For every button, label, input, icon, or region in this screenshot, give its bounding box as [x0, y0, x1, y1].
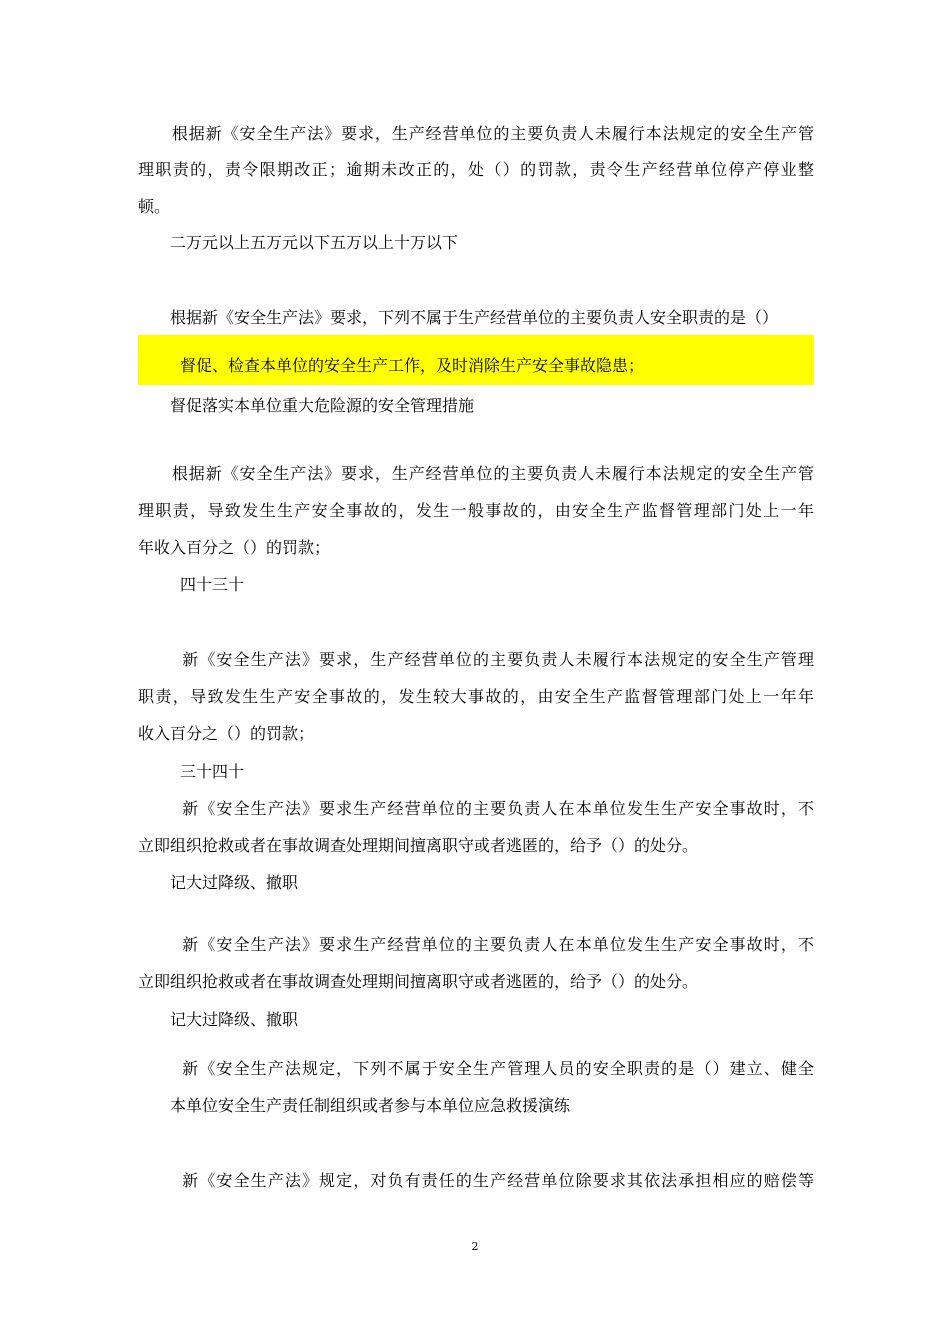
- answer-1: 二万元以上五万元以下五万以上十万以下: [138, 233, 459, 252]
- question-4-line-3: 收入百分之（）的罚款；: [138, 724, 315, 743]
- question-4-line-1: 新《安全生产法》要求，生产经营单位的主要负责人未履行本法规定的安全生产管理: [148, 650, 814, 669]
- question-1-line-1: 根据新《安全生产法》要求，生产经营单位的主要负责人未履行本法规定的安全生产管: [138, 124, 814, 143]
- question-6-line-2: 立即组织抢救或者在事故调查处理期间擅离职守或者逃匿的，给予（）的处分。: [138, 972, 699, 991]
- page-number: 2: [471, 1240, 479, 1253]
- question-3-line-1: 根据新《安全生产法》要求，生产经营单位的主要负责人未履行本法规定的安全生产管: [138, 464, 814, 483]
- question-3-line-3: 年收入百分之（）的罚款；: [138, 538, 331, 557]
- question-5-line-1: 新《安全生产法》要求生产经营单位的主要负责人在本单位发生生产安全事故时，不: [148, 799, 814, 818]
- question-4-line-2: 职责，导致发生生产安全事故的，发生较大事故的，由安全生产监督管理部门处上一年年: [138, 687, 814, 706]
- answer-2-highlighted: 督促、检查本单位的安全生产工作，及时消除生产安全事故隐患；: [148, 356, 645, 375]
- question-8-line-1: 新《安全生产法》规定，对负有责任的生产经营单位除要求其依法承担相应的赔偿等: [148, 1171, 814, 1190]
- question-5-line-2: 立即组织抢救或者在事故调查处理期间擅离职守或者逃匿的，给予（）的处分。: [138, 836, 699, 855]
- answer-4: 三十四十: [148, 762, 245, 781]
- answer-3: 四十三十: [148, 575, 245, 594]
- answer-6: 记大过降级、撤职: [138, 1010, 299, 1029]
- answer-2-option-b: 督促落实本单位重大危险源的安全管理措施: [138, 396, 475, 415]
- question-1-line-2: 理职责的，责令限期改正；逾期未改正的，处（）的罚款，责令生产经营单位停产停业整: [138, 160, 814, 179]
- question-7-line-1: 新《安全生产法规定，下列不属于安全生产管理人员的安全职责的是（）建立、健全: [148, 1059, 814, 1078]
- question-6-line-1: 新《安全生产法》要求生产经营单位的主要负责人在本单位发生生产安全事故时，不: [148, 935, 814, 954]
- question-2-line-1: 根据新《安全生产法》要求，下列不属于生产经营单位的主要负责人安全职责的是（）: [138, 308, 779, 327]
- answer-5: 记大过降级、撤职: [138, 873, 299, 892]
- question-1-line-3: 顿。: [138, 197, 171, 216]
- question-3-line-2: 理职责，导致发生生产安全事故的，发生一般事故的，由安全生产监督管理部门处上一年: [138, 501, 814, 520]
- question-7-line-2: 本单位安全生产责任制组织或者参与本单位应急救援演练: [138, 1096, 571, 1115]
